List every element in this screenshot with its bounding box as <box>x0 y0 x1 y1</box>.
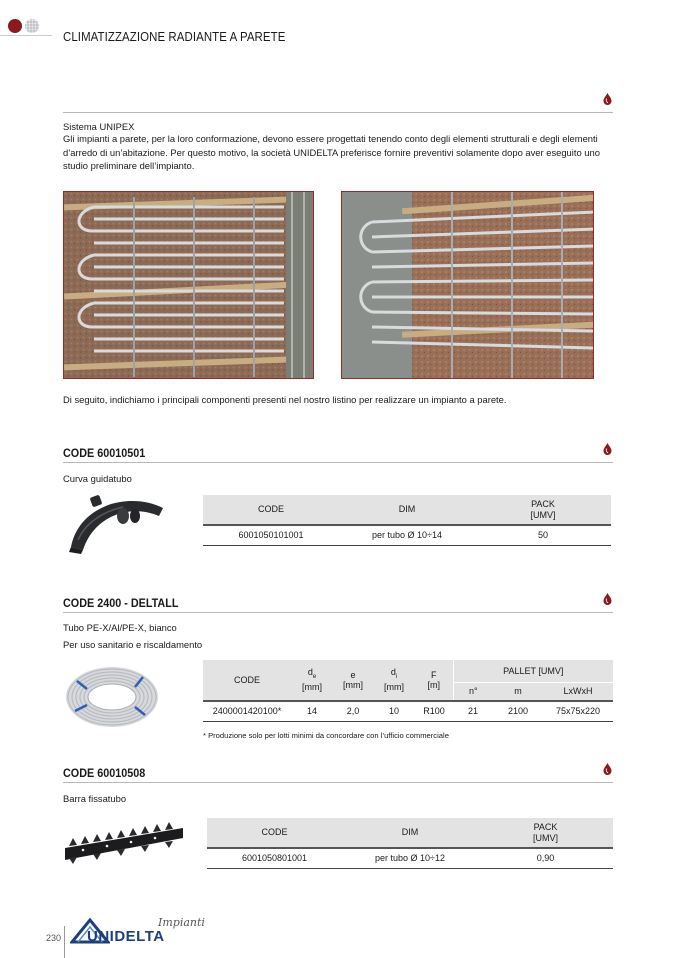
section3-table <box>207 818 613 869</box>
intro-followup: Di seguito, indichiamo i principali componenti presenti nel nostro listino per realizzare un impianto a parete. <box>63 394 507 405</box>
section-divider <box>63 782 613 783</box>
cell-lxwxh: 75x75x220 <box>543 701 613 721</box>
cell-m: 2100 <box>493 701 543 721</box>
section1-table <box>203 495 611 546</box>
pipe-coil-image <box>63 663 161 731</box>
intro-paragraph: Gli impianti a parete, per la loro conformazione, devono essere progettati tenendo conto degli elementi strutturali e degli elementi d’arredo di un’abitazione. Per questo motivo, la società UNIDELTA preferisce fornire preventivi solamente dopo aver eseguito uno studio preliminare dell’impianto. <box>63 133 600 171</box>
col-de: $d_e$ [mm] <box>291 660 333 701</box>
section3-title: CODE 60010508 <box>63 766 146 780</box>
section-divider <box>63 462 613 463</box>
brand-tagline: Impianti <box>158 916 205 929</box>
col-dim: DIM <box>342 818 478 848</box>
drop-icon <box>603 763 612 775</box>
cell-de: 14 <box>291 701 333 721</box>
col-lxwxh: LxWxH <box>543 682 613 701</box>
intro-heading: Sistema UNIPEX <box>63 121 135 132</box>
section1-title: CODE 60010501 <box>63 446 146 460</box>
section3-subtitle: Barra fissatubo <box>63 793 127 804</box>
col-di: $d_i$ [mm] <box>373 660 415 701</box>
col-code: CODE <box>203 495 339 525</box>
cell-f: R100 <box>415 701 453 721</box>
texture-dot-icon <box>25 19 39 33</box>
drop-icon <box>603 593 612 605</box>
table-row <box>203 525 611 545</box>
cell-di: 10 <box>373 701 415 721</box>
section1-subtitle: Curva guidatubo <box>63 473 132 484</box>
pipe-bend-guide-image <box>63 492 168 554</box>
col-m: m <box>493 682 543 701</box>
drop-icon <box>603 443 612 455</box>
section2-title: CODE 2400 - DELTALL <box>63 596 179 610</box>
cell-n: 21 <box>453 701 493 721</box>
col-n: n° <box>453 682 493 701</box>
cell-code: 6001050801001 <box>207 848 342 868</box>
brand-logo-text: UNIDELTA <box>87 928 165 945</box>
cell-dim: per tubo Ø 10÷12 <box>342 848 478 868</box>
table-row <box>203 701 613 721</box>
col-pack: PACK [UMV] <box>475 495 611 525</box>
col-code: CODE <box>207 818 342 848</box>
wall-installation-photo-left <box>63 191 314 379</box>
cell-e: 2,0 <box>333 701 373 721</box>
page-number: 230 <box>46 933 62 943</box>
cell-pack: 50 <box>475 525 611 545</box>
cell-code: 6001050101001 <box>203 525 339 545</box>
col-e: e [mm] <box>333 660 373 701</box>
section2-subtitle2: Per uso sanitario e riscaldamento <box>63 639 203 650</box>
col-pallet: PALLET [UMV] <box>453 660 613 682</box>
cell-dim: per tubo Ø 10÷14 <box>339 525 475 545</box>
cell-code: 2400001420100* <box>203 701 291 721</box>
section-divider <box>63 612 613 613</box>
col-f: F [m] <box>415 660 453 701</box>
cell-pack: 0,90 <box>478 848 613 868</box>
brand-dot-icon <box>8 19 22 33</box>
drop-icon <box>603 93 612 105</box>
footer-divider <box>64 926 65 958</box>
production-note: * Produzione solo per lotti minimi da concordare con l’ufficio commerciale <box>203 731 449 740</box>
section2-subtitle: Tubo PE-X/Al/PE-X, bianco <box>63 622 177 633</box>
page-title: CLIMATIZZAZIONE RADIANTE A PARETE <box>63 29 286 44</box>
col-dim: DIM <box>339 495 475 525</box>
col-pack: PACK [UMV] <box>478 818 613 848</box>
section-divider <box>63 112 613 113</box>
header-rule <box>0 35 52 36</box>
wall-installation-photo-right <box>341 191 594 379</box>
section2-table <box>203 660 613 722</box>
table-row <box>207 848 613 868</box>
pipe-clip-rail-image <box>63 820 185 866</box>
col-code: CODE <box>203 660 291 701</box>
